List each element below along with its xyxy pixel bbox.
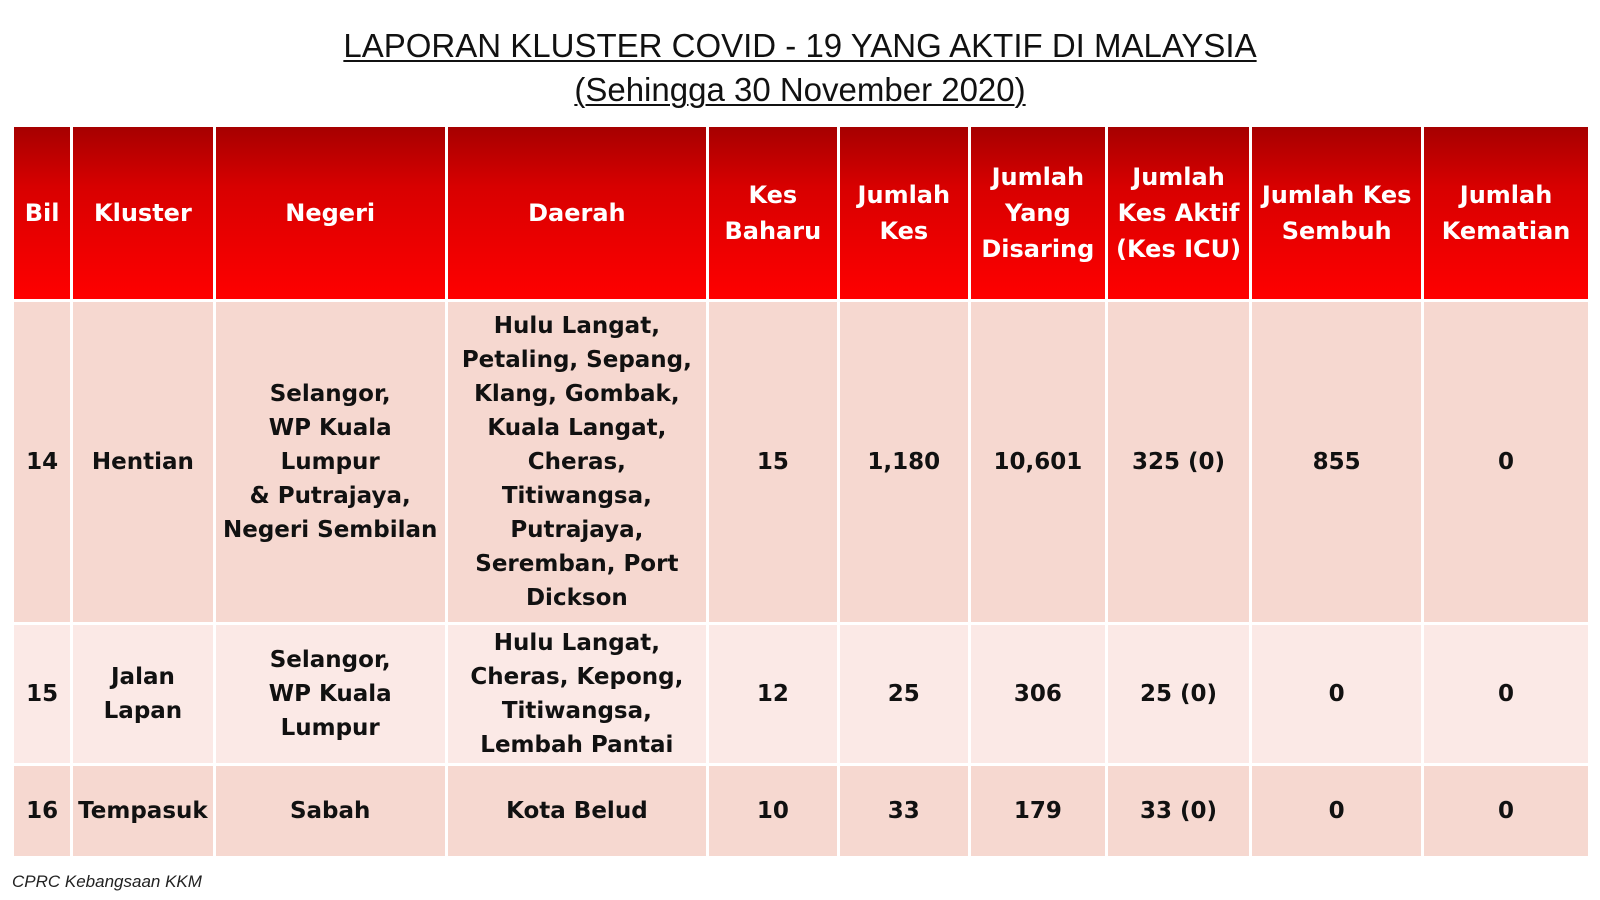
cell-kematian: 0 [1424, 302, 1588, 622]
table-row [14, 625, 1588, 763]
cell-jumlah-disaring: 179 [971, 766, 1105, 856]
cell-negeri: Selangor, WP Kuala Lumpur & Putrajaya, Negeri Sembilan [216, 302, 445, 622]
header-daerah: Daerah [448, 127, 706, 299]
cell-jumlah-disaring: 306 [971, 625, 1105, 763]
cell-kes-aktif: 325 (0) [1108, 302, 1249, 622]
cell-jumlah-disaring: 10,601 [971, 302, 1105, 622]
cell-jumlah-kes: 33 [840, 766, 968, 856]
report-title-date: (Sehingga 30 November 2020) [574, 71, 1026, 108]
header-kes-baharu: Kes Baharu [709, 127, 837, 299]
cell-kes-baharu: 15 [709, 302, 837, 622]
report-title-main: LAPORAN KLUSTER COVID - 19 YANG AKTIF DI MALAYSIA [343, 27, 1257, 64]
cell-kes-sembuh: 0 [1252, 766, 1421, 856]
header-negeri: Negeri [216, 127, 445, 299]
cell-bil: 15 [14, 625, 70, 763]
cell-jumlah-kes: 25 [840, 625, 968, 763]
cell-daerah: Hulu Langat, Cheras, Kepong, Titiwangsa, Lembah Pantai [448, 625, 706, 763]
cell-daerah: Kota Belud [448, 766, 706, 856]
cell-kluster: Tempasuk [73, 766, 212, 856]
cell-kematian: 0 [1424, 766, 1588, 856]
cell-kes-sembuh: 0 [1252, 625, 1421, 763]
cell-negeri: Sabah [216, 766, 445, 856]
header-kematian: Jumlah Kematian [1424, 127, 1588, 299]
cell-kes-aktif: 33 (0) [1108, 766, 1249, 856]
header-bil: Bil [14, 127, 70, 299]
header-jumlah-disaring: Jumlah Yang Disaring [971, 127, 1105, 299]
cell-jumlah-kes: 1,180 [840, 302, 968, 622]
header-kluster: Kluster [73, 127, 212, 299]
header-kes-sembuh: Jumlah Kes Sembuh [1252, 127, 1421, 299]
cell-bil: 16 [14, 766, 70, 856]
cell-kes-baharu: 10 [709, 766, 837, 856]
table-header [14, 127, 1588, 299]
header-jumlah-kes: Jumlah Kes [840, 127, 968, 299]
table-row [14, 766, 1588, 856]
cell-kluster: Hentian [73, 302, 212, 622]
cell-kes-sembuh: 855 [1252, 302, 1421, 622]
cell-kes-baharu: 12 [709, 625, 837, 763]
cell-kematian: 0 [1424, 625, 1588, 763]
cell-negeri: Selangor, WP Kuala Lumpur [216, 625, 445, 763]
cell-kes-aktif: 25 (0) [1108, 625, 1249, 763]
source-footnote: CPRC Kebangsaan KKM [12, 872, 202, 891]
cell-kluster: Jalan Lapan [73, 625, 212, 763]
header-kes-aktif: Jumlah Kes Aktif (Kes ICU) [1108, 127, 1249, 299]
cell-daerah: Hulu Langat, Petaling, Sepang, Klang, Gombak, Kuala Langat, Cheras, Titiwangsa, Putrajaya, Seremban, Port Dickson [448, 302, 706, 622]
cell-bil: 14 [14, 302, 70, 622]
cluster-table [11, 124, 1591, 859]
report-title [0, 24, 1600, 112]
table-row [14, 302, 1588, 622]
